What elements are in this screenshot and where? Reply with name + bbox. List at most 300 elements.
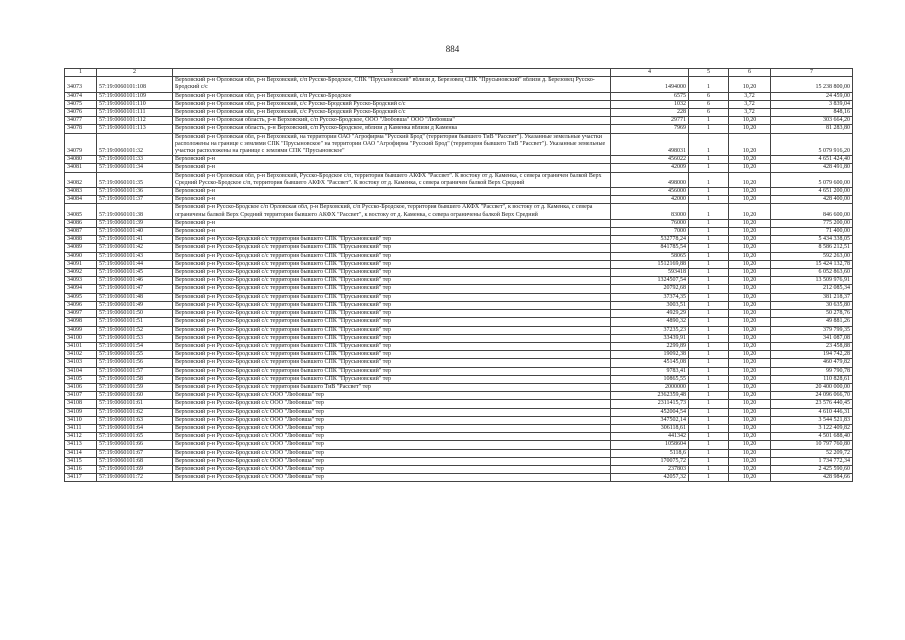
location-description-cell: Верховский р-н Русско-Бродский с/с ООО "Любовша" тер (173, 449, 611, 457)
area-cell: 2299,89 (611, 342, 689, 350)
cadastral-value-cell: 8 586 212,51 (771, 244, 853, 252)
location-description-cell: Верховский р-н Русско-Бродский с/с ООО "Любовша" тер (173, 408, 611, 416)
row-number-cell: 34086 (65, 219, 97, 227)
location-description-cell: Верховский р-н Русско-Бродский с/с территория бывшего СПК "Прусыновский" тер (173, 260, 611, 268)
rate-cell: 10,20 (729, 172, 771, 187)
cadastral-value-cell: 460 479,82 (771, 359, 853, 367)
cadastral-number-cell: 57:19:0060101:39 (97, 219, 173, 227)
cadastral-number-cell: 57:19:0060101:111 (97, 109, 173, 117)
rate-cell: 10,20 (729, 293, 771, 301)
cadastral-number-cell: 57:19:0060101:35 (97, 172, 173, 187)
table-row (65, 125, 853, 133)
category-code-cell: 1 (689, 196, 729, 204)
cadastral-value-cell: 24 459,00 (771, 92, 853, 100)
cadastral-number-cell: 57:19:0060101:108 (97, 77, 173, 92)
cadastral-value-cell: 848,16 (771, 109, 853, 117)
area-cell: 237803 (611, 465, 689, 473)
rate-cell: 10,20 (729, 367, 771, 375)
cadastral-value-cell: 15 424 132,78 (771, 260, 853, 268)
location-description-cell: Верховский р-н Русско-Бродский с/с территория бывшего СПК "Прусыновский" тер (173, 359, 611, 367)
rate-cell: 10,20 (729, 219, 771, 227)
category-code-cell: 1 (689, 400, 729, 408)
cadastral-value-cell: 5 434 338,05 (771, 236, 853, 244)
column-number: 4 (611, 69, 689, 77)
cadastral-number-cell: 57:19:0060101:56 (97, 359, 173, 367)
cadastral-value-cell: 775 200,00 (771, 219, 853, 227)
category-code-cell: 1 (689, 326, 729, 334)
row-number-cell: 34103 (65, 359, 97, 367)
location-description-cell: Верховский р-н (173, 188, 611, 196)
location-description-cell: Верховский р-н Русско-Бродский с/с ООО "Любовша" тер (173, 392, 611, 400)
table-row (65, 236, 853, 244)
category-code-cell: 1 (689, 164, 729, 172)
rate-cell: 10,20 (729, 164, 771, 172)
row-number-cell: 34112 (65, 433, 97, 441)
area-cell: 29771 (611, 117, 689, 125)
table-row (65, 285, 853, 293)
area-cell: 228 (611, 109, 689, 117)
area-cell: 1494000 (611, 77, 689, 92)
cadastral-number-cell: 57:19:0060101:62 (97, 408, 173, 416)
table-row (65, 408, 853, 416)
row-number-cell: 34107 (65, 392, 97, 400)
area-cell: 498031 (611, 133, 689, 156)
rate-cell: 3,72 (729, 100, 771, 108)
row-number-cell: 34099 (65, 326, 97, 334)
cadastral-number-cell: 57:19:0060101:112 (97, 117, 173, 125)
category-code-cell: 1 (689, 260, 729, 268)
cadastral-number-cell: 57:19:0060101:57 (97, 367, 173, 375)
table-row (65, 252, 853, 260)
category-code-cell: 1 (689, 441, 729, 449)
table-row (65, 156, 853, 164)
cadastral-value-cell: 846 600,00 (771, 204, 853, 219)
category-code-cell: 1 (689, 156, 729, 164)
cadastral-number-cell: 57:19:0060101:45 (97, 269, 173, 277)
location-description-cell: Верховский р-н (173, 228, 611, 236)
row-number-cell: 34106 (65, 383, 97, 391)
row-number-cell: 34117 (65, 474, 97, 482)
row-number-cell: 34116 (65, 465, 97, 473)
rate-cell: 10,20 (729, 449, 771, 457)
cadastral-number-cell: 57:19:0060101:72 (97, 474, 173, 482)
cadastral-number-cell: 57:19:0060101:44 (97, 260, 173, 268)
cadastral-value-cell: 24 096 066,70 (771, 392, 853, 400)
category-code-cell: 1 (689, 392, 729, 400)
cadastral-value-cell: 381 218,37 (771, 293, 853, 301)
location-description-cell: Верховский р-н Русско-Бродский с/с территория бывшего СПК "Прусыновский" тер (173, 301, 611, 309)
row-number-cell: 34091 (65, 260, 97, 268)
rate-cell: 10,20 (729, 285, 771, 293)
rate-cell: 10,20 (729, 228, 771, 236)
table-row (65, 219, 853, 227)
table-row (65, 392, 853, 400)
table-row (65, 100, 853, 108)
area-cell: 7000 (611, 228, 689, 236)
row-number-cell: 34078 (65, 125, 97, 133)
category-code-cell: 1 (689, 416, 729, 424)
area-cell: 45145,08 (611, 359, 689, 367)
cadastral-number-cell: 57:19:0060101:34 (97, 164, 173, 172)
location-description-cell: Верховский р-н Русско-Бродский с/с территория бывшего СПК "Прусыновский" тер (173, 293, 611, 301)
row-number-cell: 34085 (65, 204, 97, 219)
cadastral-number-cell: 57:19:0060101:36 (97, 188, 173, 196)
cadastral-number-cell: 57:19:0060101:38 (97, 204, 173, 219)
column-number: 1 (65, 69, 97, 77)
area-cell: 170075,72 (611, 457, 689, 465)
row-number-cell: 34094 (65, 285, 97, 293)
location-description-cell: Верховский р-н (173, 156, 611, 164)
cadastral-value-cell: 303 664,20 (771, 117, 853, 125)
area-cell: 37235,23 (611, 326, 689, 334)
cadastral-value-cell: 2 425 590,60 (771, 465, 853, 473)
area-cell: 7969 (611, 125, 689, 133)
location-description-cell: Верховский р-н Русско-Бродский с/с ООО "Любовша" тер (173, 400, 611, 408)
table-row (65, 301, 853, 309)
rate-cell: 10,20 (729, 196, 771, 204)
area-cell: 6575 (611, 92, 689, 100)
row-number-cell: 34093 (65, 277, 97, 285)
category-code-cell: 6 (689, 100, 729, 108)
table-row (65, 117, 853, 125)
category-code-cell: 1 (689, 457, 729, 465)
cadastral-number-cell: 57:19:0060101:54 (97, 342, 173, 350)
cadastral-value-cell: 428 984,66 (771, 474, 853, 482)
location-description-cell: Верховский р-н Орловская обл, р-н Верховский, с/с Русско-Бродский Русско-Бродский с/с (173, 109, 611, 117)
cadastral-value-cell: 194 742,28 (771, 351, 853, 359)
category-code-cell: 1 (689, 285, 729, 293)
rate-cell: 10,20 (729, 400, 771, 408)
area-cell: 4929,29 (611, 310, 689, 318)
table-row (65, 441, 853, 449)
cadastral-value-cell: 5 079 916,20 (771, 133, 853, 156)
location-description-cell: Верховский р-н Русско-Бродский с/с ООО "Любовша" тер (173, 416, 611, 424)
row-number-cell: 34113 (65, 441, 97, 449)
cadastral-number-cell: 57:19:0060101:48 (97, 293, 173, 301)
category-code-cell: 1 (689, 204, 729, 219)
table-row (65, 204, 853, 219)
cadastral-number-cell: 57:19:0060101:113 (97, 125, 173, 133)
cadastral-value-cell: 5 079 600,00 (771, 172, 853, 187)
column-number-row (65, 69, 853, 77)
area-cell: 1032 (611, 100, 689, 108)
rate-cell: 10,20 (729, 441, 771, 449)
row-number-cell: 34079 (65, 133, 97, 156)
location-description-cell: Верховский р-н (173, 196, 611, 204)
rate-cell: 10,20 (729, 465, 771, 473)
cadastral-number-cell: 57:19:0060101:53 (97, 334, 173, 342)
category-code-cell: 1 (689, 342, 729, 350)
row-number-cell: 34101 (65, 342, 97, 350)
column-number: 7 (771, 69, 853, 77)
location-description-cell: Верховский р-н Русско-Бродский с/с ООО "Любовша" тер (173, 424, 611, 432)
location-description-cell: Верховский р-н Русско-Бродский с/с территория бывшего СПК "Прусыновский" тер (173, 310, 611, 318)
cadastral-number-cell: 57:19:0060101:64 (97, 424, 173, 432)
area-cell: 1324507,54 (611, 277, 689, 285)
location-description-cell: Верховский р-н Русско-Бродский с/с территория бывшего СПК "Прусыновский" тер (173, 318, 611, 326)
rate-cell: 10,20 (729, 318, 771, 326)
cadastral-value-cell: 52 209,72 (771, 449, 853, 457)
table-row (65, 367, 853, 375)
cadastral-value-cell: 49 881,26 (771, 318, 853, 326)
rate-cell: 10,20 (729, 277, 771, 285)
table-row (65, 196, 853, 204)
row-number-cell: 34102 (65, 351, 97, 359)
category-code-cell: 1 (689, 334, 729, 342)
table-row (65, 244, 853, 252)
table-row (65, 172, 853, 187)
row-number-cell: 34100 (65, 334, 97, 342)
cadastral-number-cell: 57:19:0060101:46 (97, 277, 173, 285)
cadastral-value-cell: 428 491,80 (771, 164, 853, 172)
rate-cell: 10,20 (729, 342, 771, 350)
category-code-cell: 1 (689, 269, 729, 277)
area-cell: 9783,41 (611, 367, 689, 375)
cadastral-value-cell: 1 734 772,34 (771, 457, 853, 465)
table-row (65, 133, 853, 156)
cadastral-value-cell: 81 283,80 (771, 125, 853, 133)
area-cell: 456000 (611, 188, 689, 196)
cadastral-number-cell: 57:19:0060101:51 (97, 318, 173, 326)
category-code-cell: 1 (689, 383, 729, 391)
row-number-cell: 34090 (65, 252, 97, 260)
category-code-cell: 6 (689, 109, 729, 117)
category-code-cell: 1 (689, 424, 729, 432)
table-row (65, 375, 853, 383)
rate-cell: 10,20 (729, 188, 771, 196)
row-number-cell: 34114 (65, 449, 97, 457)
row-number-cell: 34081 (65, 164, 97, 172)
area-cell: 306118,61 (611, 424, 689, 432)
area-cell: 441342 (611, 433, 689, 441)
category-code-cell: 1 (689, 244, 729, 252)
table-row (65, 457, 853, 465)
area-cell: 20792,68 (611, 285, 689, 293)
cadastral-number-cell: 57:19:0060101:32 (97, 133, 173, 156)
area-cell: 2000000 (611, 383, 689, 391)
table-row (65, 77, 853, 92)
category-code-cell: 1 (689, 449, 729, 457)
category-code-cell: 1 (689, 375, 729, 383)
cadastral-number-cell: 57:19:0060101:67 (97, 449, 173, 457)
row-number-cell: 34074 (65, 92, 97, 100)
category-code-cell: 1 (689, 125, 729, 133)
cadastral-value-cell: 4 651 200,00 (771, 188, 853, 196)
row-number-cell: 34111 (65, 424, 97, 432)
row-number-cell: 34109 (65, 408, 97, 416)
cadastral-value-cell: 23 458,88 (771, 342, 853, 350)
cadastral-number-cell: 57:19:0060101:65 (97, 433, 173, 441)
location-description-cell: Верховский р-н Русско-Бродский с/с территория бывшего СПК "Прусыновский" тер (173, 375, 611, 383)
cadastral-number-cell: 57:19:0060101:41 (97, 236, 173, 244)
category-code-cell: 6 (689, 92, 729, 100)
rate-cell: 10,20 (729, 269, 771, 277)
location-description-cell: Верховский р-н Русско-Бродский с/с территория бывшего СПК "Прусыновский" тер (173, 269, 611, 277)
cadastral-value-cell: 428 400,00 (771, 196, 853, 204)
location-description-cell: Верховский р-н Русско-Бродский с/с территория бывшего СПК "Прусыновский" тер (173, 252, 611, 260)
category-code-cell: 1 (689, 188, 729, 196)
land-registry-table (64, 68, 853, 482)
table-row (65, 228, 853, 236)
column-number: 3 (173, 69, 611, 77)
row-number-cell: 34087 (65, 228, 97, 236)
table-row (65, 449, 853, 457)
area-cell: 593418 (611, 269, 689, 277)
area-cell: 452004,54 (611, 408, 689, 416)
table-row (65, 424, 853, 432)
row-number-cell: 34083 (65, 188, 97, 196)
table-row (65, 383, 853, 391)
cadastral-number-cell: 57:19:0060101:43 (97, 252, 173, 260)
category-code-cell: 1 (689, 408, 729, 416)
cadastral-number-cell: 57:19:0060101:49 (97, 301, 173, 309)
cadastral-value-cell: 20 400 000,00 (771, 383, 853, 391)
table-row (65, 359, 853, 367)
location-description-cell: Верховский р-н Русско-Бродский с/с территория бывшего СПК "Прусыновский" тер (173, 326, 611, 334)
area-cell: 2311415,73 (611, 400, 689, 408)
category-code-cell: 1 (689, 77, 729, 92)
row-number-cell: 34110 (65, 416, 97, 424)
location-description-cell: Верховский р-н Русско-Бродский с/с территория бывшего СПК "Прусыновский" тер (173, 334, 611, 342)
area-cell: 42000 (611, 196, 689, 204)
row-number-cell: 34075 (65, 100, 97, 108)
row-number-cell: 34097 (65, 310, 97, 318)
location-description-cell: Верховский р-н Орловская обл, р-н Верховский, Русско-Бродское с/п, территория бывшего АКФХ "Рассвет". К востоку от д. Каменка, с севера ограничен балкой Верх Средний Русско-Бродское с/п, территория бывшего АКФХ "Рассвет". К востоку от д. Каменка, с севера ограничен балкой Верх Средний (173, 172, 611, 187)
row-number-cell: 34077 (65, 117, 97, 125)
rate-cell: 10,20 (729, 351, 771, 359)
category-code-cell: 1 (689, 219, 729, 227)
cadastral-number-cell: 57:19:0060101:42 (97, 244, 173, 252)
area-cell: 2362359,48 (611, 392, 689, 400)
row-number-cell: 34108 (65, 400, 97, 408)
table-body (65, 77, 853, 482)
cadastral-number-cell: 57:19:0060101:110 (97, 100, 173, 108)
category-code-cell: 1 (689, 351, 729, 359)
row-number-cell: 34096 (65, 301, 97, 309)
rate-cell: 10,20 (729, 310, 771, 318)
area-cell: 1058604 (611, 441, 689, 449)
cadastral-value-cell: 4 610 446,31 (771, 408, 853, 416)
category-code-cell: 1 (689, 236, 729, 244)
area-cell: 19092,38 (611, 351, 689, 359)
table-row (65, 474, 853, 482)
cadastral-number-cell: 57:19:0060101:69 (97, 465, 173, 473)
location-description-cell: Верховский р-н Орловская обл, р-н Верховский, с/с Русско-Бродский Русско-Бродский с/с (173, 100, 611, 108)
cadastral-value-cell: 13 509 976,91 (771, 277, 853, 285)
cadastral-value-cell: 379 799,35 (771, 326, 853, 334)
rate-cell: 10,20 (729, 424, 771, 432)
area-cell: 3003,51 (611, 301, 689, 309)
row-number-cell: 34098 (65, 318, 97, 326)
row-number-cell: 34104 (65, 367, 97, 375)
rate-cell: 10,20 (729, 125, 771, 133)
table-row (65, 326, 853, 334)
category-code-cell: 1 (689, 301, 729, 309)
table-row (65, 334, 853, 342)
table-row (65, 416, 853, 424)
table-row (65, 269, 853, 277)
cadastral-number-cell: 57:19:0060101:63 (97, 416, 173, 424)
area-cell: 4890,32 (611, 318, 689, 326)
cadastral-value-cell: 4 501 688,40 (771, 433, 853, 441)
row-number-cell: 34084 (65, 196, 97, 204)
table-row (65, 351, 853, 359)
rate-cell: 10,20 (729, 359, 771, 367)
cadastral-value-cell: 4 651 424,40 (771, 156, 853, 164)
category-code-cell: 1 (689, 228, 729, 236)
table-row (65, 293, 853, 301)
category-code-cell: 1 (689, 252, 729, 260)
cadastral-number-cell: 57:19:0060101:40 (97, 228, 173, 236)
area-cell: 1512169,88 (611, 260, 689, 268)
location-description-cell: Верховский р-н Русско-Бродский с/с территория бывшего СПК "Прусыновский" тер (173, 236, 611, 244)
cadastral-number-cell: 57:19:0060101:58 (97, 375, 173, 383)
category-code-cell: 1 (689, 474, 729, 482)
area-cell: 83000 (611, 204, 689, 219)
cadastral-number-cell: 57:19:0060101:66 (97, 441, 173, 449)
location-description-cell: Верховский р-н Орловская область, р-н Верховский, с/п Русско-Бродское, ООО "Любовша" ООО "Любовша" (173, 117, 611, 125)
cadastral-value-cell: 71 400,00 (771, 228, 853, 236)
location-description-cell: Верховский р-н Русско-Бродский с/с территория бывшего СПК "Прусыновский" тер (173, 244, 611, 252)
category-code-cell: 1 (689, 310, 729, 318)
cadastral-number-cell: 57:19:0060101:109 (97, 92, 173, 100)
row-number-cell: 34073 (65, 77, 97, 92)
cadastral-value-cell: 341 087,08 (771, 334, 853, 342)
row-number-cell: 34105 (65, 375, 97, 383)
rate-cell: 10,20 (729, 375, 771, 383)
location-description-cell: Верховский р-н Русско-Бродский с/с ООО "Любовша" тер (173, 465, 611, 473)
table-row (65, 400, 853, 408)
rate-cell: 10,20 (729, 392, 771, 400)
location-description-cell: Верховский р-н Русско-Бродский с/с территория бывшего СПК "Прусыновский" тер (173, 351, 611, 359)
rate-cell: 10,20 (729, 133, 771, 156)
area-cell: 42009 (611, 164, 689, 172)
location-description-cell: Верховский р-н Орловская обл, р-н Верховский, с/п Русско-Бродское, СПК "Прусыновский" вблизи д. Березовец СПК "Прусыновский" вблизи д. Березовец Русско-Бродский с/с (173, 77, 611, 92)
category-code-cell: 1 (689, 367, 729, 375)
cadastral-number-cell: 57:19:0060101:59 (97, 383, 173, 391)
area-cell: 58065 (611, 252, 689, 260)
area-cell: 33439,91 (611, 334, 689, 342)
rate-cell: 10,20 (729, 326, 771, 334)
table-row (65, 318, 853, 326)
area-cell: 456022 (611, 156, 689, 164)
cadastral-value-cell: 15 238 800,00 (771, 77, 853, 92)
table-row (65, 92, 853, 100)
cadastral-number-cell: 57:19:0060101:60 (97, 392, 173, 400)
category-code-cell: 1 (689, 172, 729, 187)
table-row (65, 342, 853, 350)
rate-cell: 10,20 (729, 474, 771, 482)
cadastral-value-cell: 110 828,61 (771, 375, 853, 383)
column-number: 2 (97, 69, 173, 77)
category-code-cell: 1 (689, 465, 729, 473)
column-number: 5 (689, 69, 729, 77)
rate-cell: 10,20 (729, 416, 771, 424)
area-cell: 76000 (611, 219, 689, 227)
location-description-cell: Верховский р-н Орловская область, р-н Верховский, с/п Русско-Бродское, вблизи д Каменка вблизи д Каменка (173, 125, 611, 133)
rate-cell: 10,20 (729, 156, 771, 164)
cadastral-value-cell: 50 278,76 (771, 310, 853, 318)
area-cell: 37374,35 (611, 293, 689, 301)
column-number: 6 (729, 69, 771, 77)
table-row (65, 433, 853, 441)
location-description-cell: Верховский р-н Русско-Бродский с/с территория бывшего СПК "Прусыновский" тер (173, 342, 611, 350)
area-cell: 347502,14 (611, 416, 689, 424)
cadastral-value-cell: 23 576 440,45 (771, 400, 853, 408)
area-cell: 42057,32 (611, 474, 689, 482)
table-row (65, 310, 853, 318)
cadastral-value-cell: 10 797 760,80 (771, 441, 853, 449)
